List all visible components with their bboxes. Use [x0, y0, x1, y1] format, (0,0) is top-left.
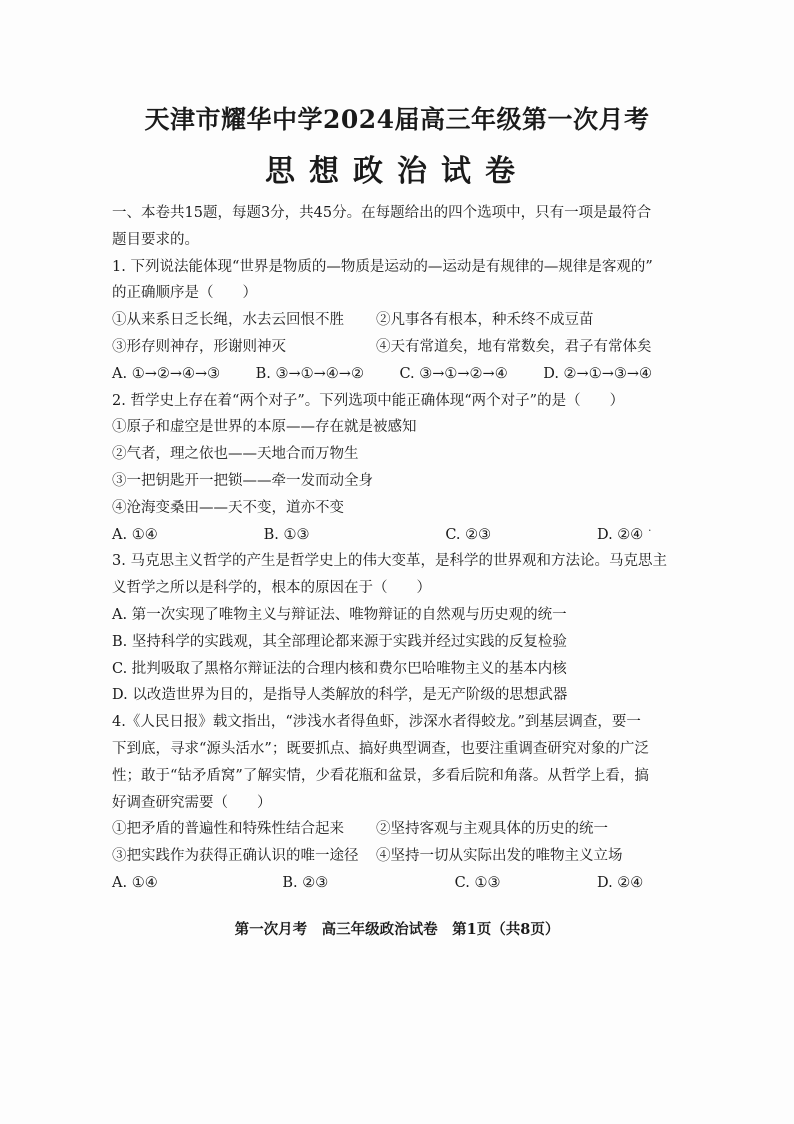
q1-option-a: A. ①→②→④→③: [112, 365, 221, 382]
q3-option-a: A. 第一次实现了唯物主义与辩证法、唯物辩证的自然观与历史观的统一: [112, 606, 567, 623]
q4-stem-line-1: 4.《人民日报》载文指出，“涉浅水者得鱼虾，涉深水者得蛟龙。”到基层调查，要一: [112, 714, 641, 731]
exam-title: 天津市耀华中学2024届高三年级第一次月考: [144, 105, 650, 134]
exam-subtitle: 思想政治试卷: [265, 154, 529, 189]
q3-stem-line-2: 义哲学之所以是科学的，根本的原因在于（ ）: [112, 580, 431, 597]
q1-option-d: D. ②→①→③→④: [543, 365, 652, 382]
q3-option-b: B. 坚持科学的实践观，其全部理论都来源于实践并经过实践的反复检验: [112, 633, 567, 650]
q4-statement-1: ①把矛盾的普遍性和特殊性结合起来: [112, 821, 344, 838]
q4-statements-row-2: [112, 843, 652, 870]
q2-option-d: D. ②④: [596, 526, 644, 543]
q2-option-b: B. ①③: [263, 526, 310, 543]
q3-stem-line-1: 3. 马克思主义哲学的产生是哲学史上的伟大变革，是科学的世界观和方法论。马克思主: [112, 553, 667, 570]
instructions-line-1: 一、本卷共15题，每题3分，共45分。在每题给出的四个选项中，只有一项是最符合: [112, 205, 652, 221]
page-footer: 第一次月考 高三年级政治试卷 第1页（共8页）: [234, 921, 560, 938]
q1-statement-1: ①从来系日乏长绳，水去云回恨不胜: [112, 312, 344, 329]
q2-statement-4: ④沧海变桑田——天不变，道亦不变: [112, 499, 344, 516]
q4-statements-row-1: [112, 816, 652, 843]
scan-speck: ·: [648, 524, 652, 537]
q4-statement-3: ③把实践作为获得正确认识的唯一途径: [112, 848, 359, 865]
q4-statement-2: ②坚持客观与主观具体的历史的统一: [376, 821, 608, 838]
q4-option-c: C. ①③: [454, 874, 501, 891]
q4-statement-4: ④坚持一切从实际出发的唯物主义立场: [376, 848, 623, 865]
q3-option-c: C. 批判吸取了黑格尔辩证法的合理内核和费尔巴哈唯物主义的基本内核: [112, 660, 567, 677]
q2-stem: 2. 哲学史上存在着“两个对子”。下列选项中能正确体现“两个对子”的是（ ）: [112, 392, 625, 409]
q4-options: [112, 870, 652, 897]
q1-statements-row-2: [112, 334, 652, 361]
q3-option-d: D. 以改造世界为目的，是指导人类解放的科学，是无产阶级的思想武器: [112, 687, 568, 704]
q1-stem-line-2: 的正确顺序是（ ）: [112, 285, 257, 302]
q4-option-b: B. ②③: [282, 874, 329, 891]
q2-option-c: C. ②③: [445, 526, 492, 543]
q2-statement-1: ①原子和虚空是世界的本原——存在就是被感知: [112, 419, 417, 436]
q2-statement-3: ③一把钥匙开一把锁——牵一发而动全身: [112, 472, 373, 489]
q4-stem-line-4: 好调查研究需要（ ）: [112, 794, 272, 811]
q1-options: [112, 361, 652, 388]
exam-body: [112, 200, 667, 897]
q1-stem-line-1: 1. 下列说法能体现“世界是物质的—物质是运动的—运动是有规律的—规律是客观的”: [112, 258, 653, 275]
q2-statement-2: ②气者，理之依也——天地合而万物生: [112, 446, 359, 463]
instructions-line-2: 题目要求的。: [112, 231, 199, 248]
q1-statement-3: ③形存则神存，形谢则神灭: [112, 338, 286, 355]
q1-statements-row-1: [112, 307, 652, 334]
q1-statement-2: ②凡事各有根本，种禾终不成豆苗: [376, 312, 594, 329]
q1-option-b: B. ③→①→④→②: [255, 365, 364, 382]
q4-option-d: D. ②④: [596, 874, 644, 891]
q1-statement-4: ④天有常道矣，地有常数矣，君子有常体矣: [376, 338, 652, 355]
q2-option-a: A. ①④: [112, 526, 158, 543]
q4-stem-line-3: 性；敢于“钻矛盾窝”了解实情，少看花瓶和盆景，多看后院和角落。从哲学上看，搞: [112, 767, 649, 784]
q4-option-a: A. ①④: [112, 874, 158, 891]
q1-option-c: C. ③→①→②→④: [399, 365, 508, 382]
q4-stem-line-2: 下到底，寻求“源头活水”；既要抓点、搞好典型调查，也要注重调查研究对象的广泛: [112, 740, 649, 757]
q2-options: [112, 522, 652, 549]
